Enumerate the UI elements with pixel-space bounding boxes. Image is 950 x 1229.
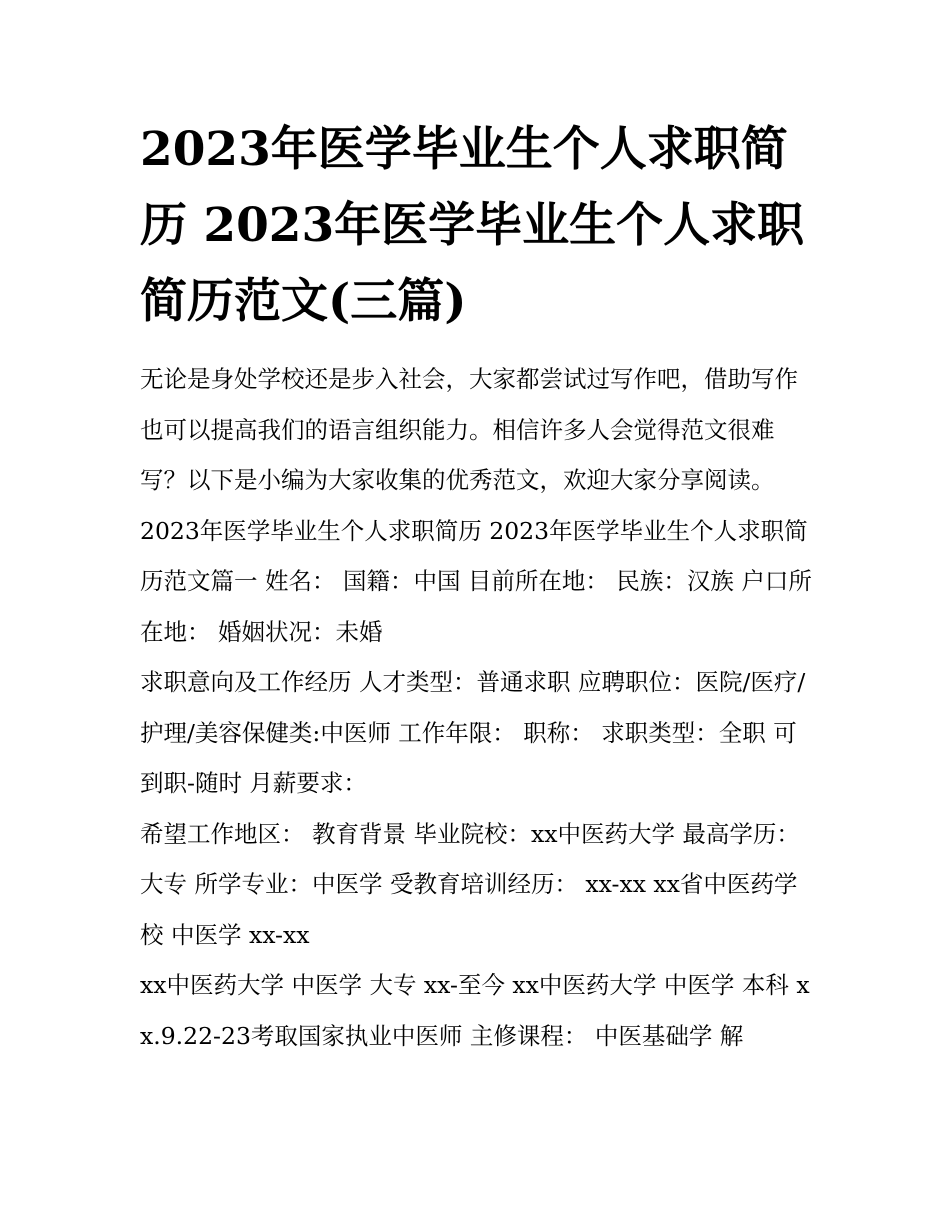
document-page [140,112,820,1061]
basic-info-paragraph: 2023年医学毕业生个人求职简历 2023年医学毕业生个人求职简历范文篇一 姓名： 国籍：中国 目前所在地： 民族：汉族 户口所在地： 婚姻状况：未婚 [140,516,812,646]
training-paragraph: xx中医药大学 中医学 大专 xx-至今 xx中医药大学 中医学 本科 xx.9.22-23考取国家执业中医师 主修课程： 中医基础学 解 [140,971,810,1050]
education-paragraph: 希望工作地区： 教育背景 毕业院校：xx中医药大学 最高学历：大专 所学专业：中医学 受教育培训经历： xx-xx xx省中医药学校 中医学 xx-xx [140,819,800,949]
intro-paragraph: 无论是身处学校还是步入社会，大家都尝试过写作吧，借助写作也可以提高我们的语言组织能力。相信许多人会觉得范文很难写？以下是小编为大家收集的优秀范文，欢迎大家分享阅读。 [140,365,798,494]
job-intention-paragraph: 求职意向及工作经历 人才类型：普通求职 应聘职位：医院/医疗/护理/美容保健类:中医师 工作年限： 职称： 求职类型：全职 可到职-随时 月薪要求： [140,668,806,797]
document-title: 2023年医学毕业生个人求职简历 2023年医学毕业生个人求职简历范文(三篇) [140,122,805,329]
